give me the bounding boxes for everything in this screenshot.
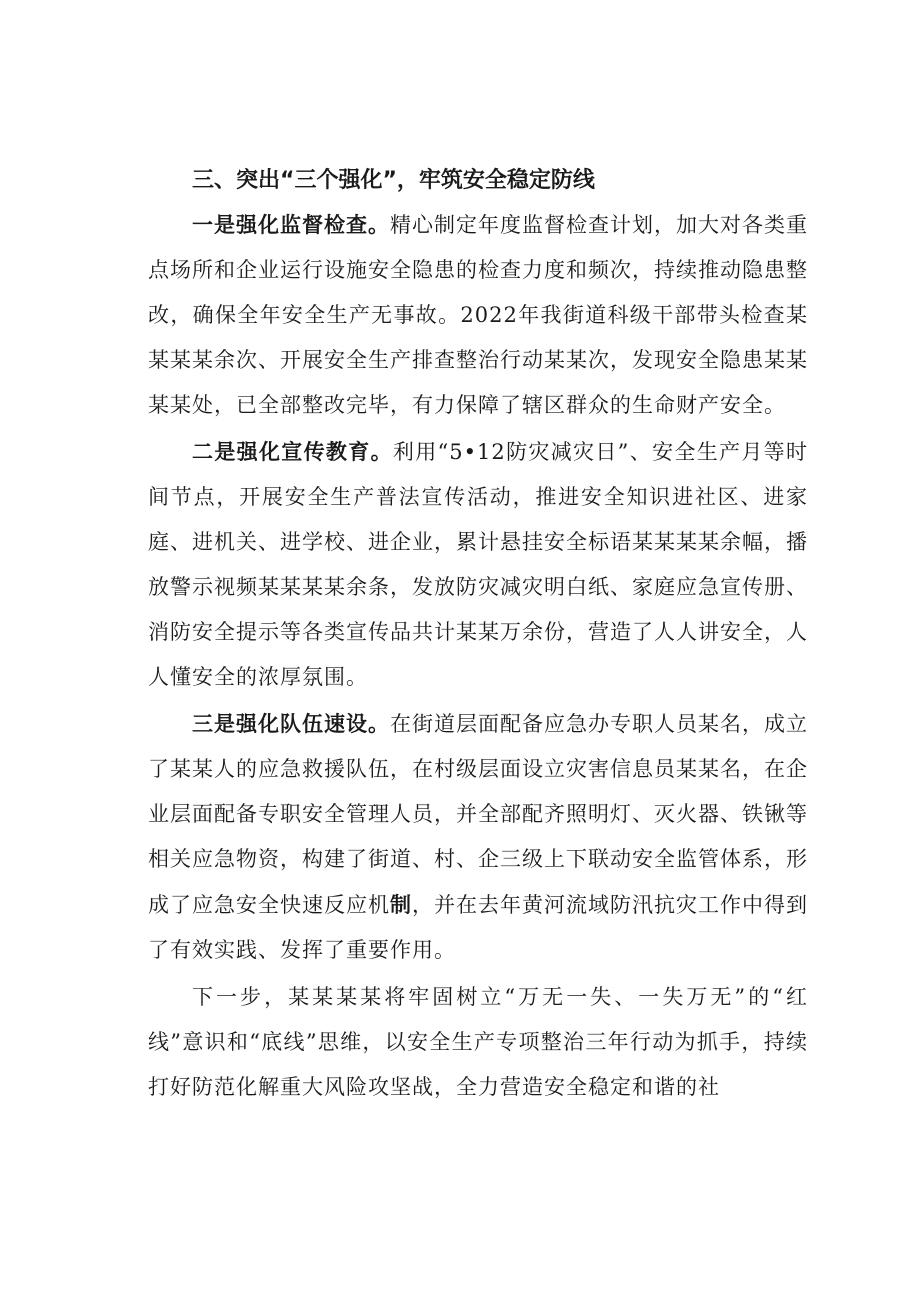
paragraph-lead: 二是强化宣传教育。 [192, 440, 393, 464]
paragraph-text: 精心制定年度监督检查计划，加大对各类重点场所和企业运行设施安全隐患的检查力度和频次，持续推动隐患整改，确保全年安全生产无事故。2022年我街道科级干部带头检查某某某某余次、开展安全生产排查整治行动某某次，发现安全隐患某某某某处，已全部整改完毕，有力保障了辖区群众的生命财产安全。 [148, 213, 808, 417]
paragraph-supervision [148, 203, 808, 428]
document-body [148, 158, 808, 1110]
paragraph-text-bold: 制 [390, 892, 412, 917]
paragraph-lead: 一是强化监督检查。 [192, 213, 390, 237]
paragraph-lead: 三是强化队伍速设。 [192, 712, 390, 736]
paragraph-next-steps [148, 975, 808, 1110]
paragraph-text: 利用“5•12防灾减灾日”、安全生产月等时间节点，开展安全生产普法宣传活动，推进安全知识进社区、进家庭、进机关、进学校、进企业，累计悬挂安全标语某某某某余幅，播放警示视频某某某某余条，发放防灾减灾明白纸、家庭应急宣传册、消防安全提示等各类宣传品共计某某万余份，营造了人人讲安全，人人懂安全的浓厚氛围。 [148, 440, 808, 689]
section-heading: 三、突出“三个强化”，牢筑安全稳定防线 [192, 168, 595, 193]
paragraph-text: 在街道层面配备应急办专职人员某名，成立了某某人的应急救援队伍，在村级层面设立灾害信息员某某名，在企业层面配备专职安全管理人员，并全部配齐照明灯、灭火器、铁锹等相关应急物资，构建了街道、村、企三级上下联动安全监管体系，形成了应急安全快速反应机 [148, 712, 808, 917]
paragraph-publicity [148, 430, 808, 700]
paragraph-text: ，并在去年黄河流域防汛抗灾工作中得到了有效实践、发挥了重要作用。 [148, 893, 808, 962]
paragraph-team-building [148, 702, 808, 973]
paragraph-text: 下一步，某某某某将牢固树立“万无一失、一失万无”的“红线”意识和“底线”思维，以安全生产专项整治三年行动为抓手，持续打好防范化解重大风险攻坚战，全力营造安全稳定和谐的社 [148, 985, 808, 1099]
